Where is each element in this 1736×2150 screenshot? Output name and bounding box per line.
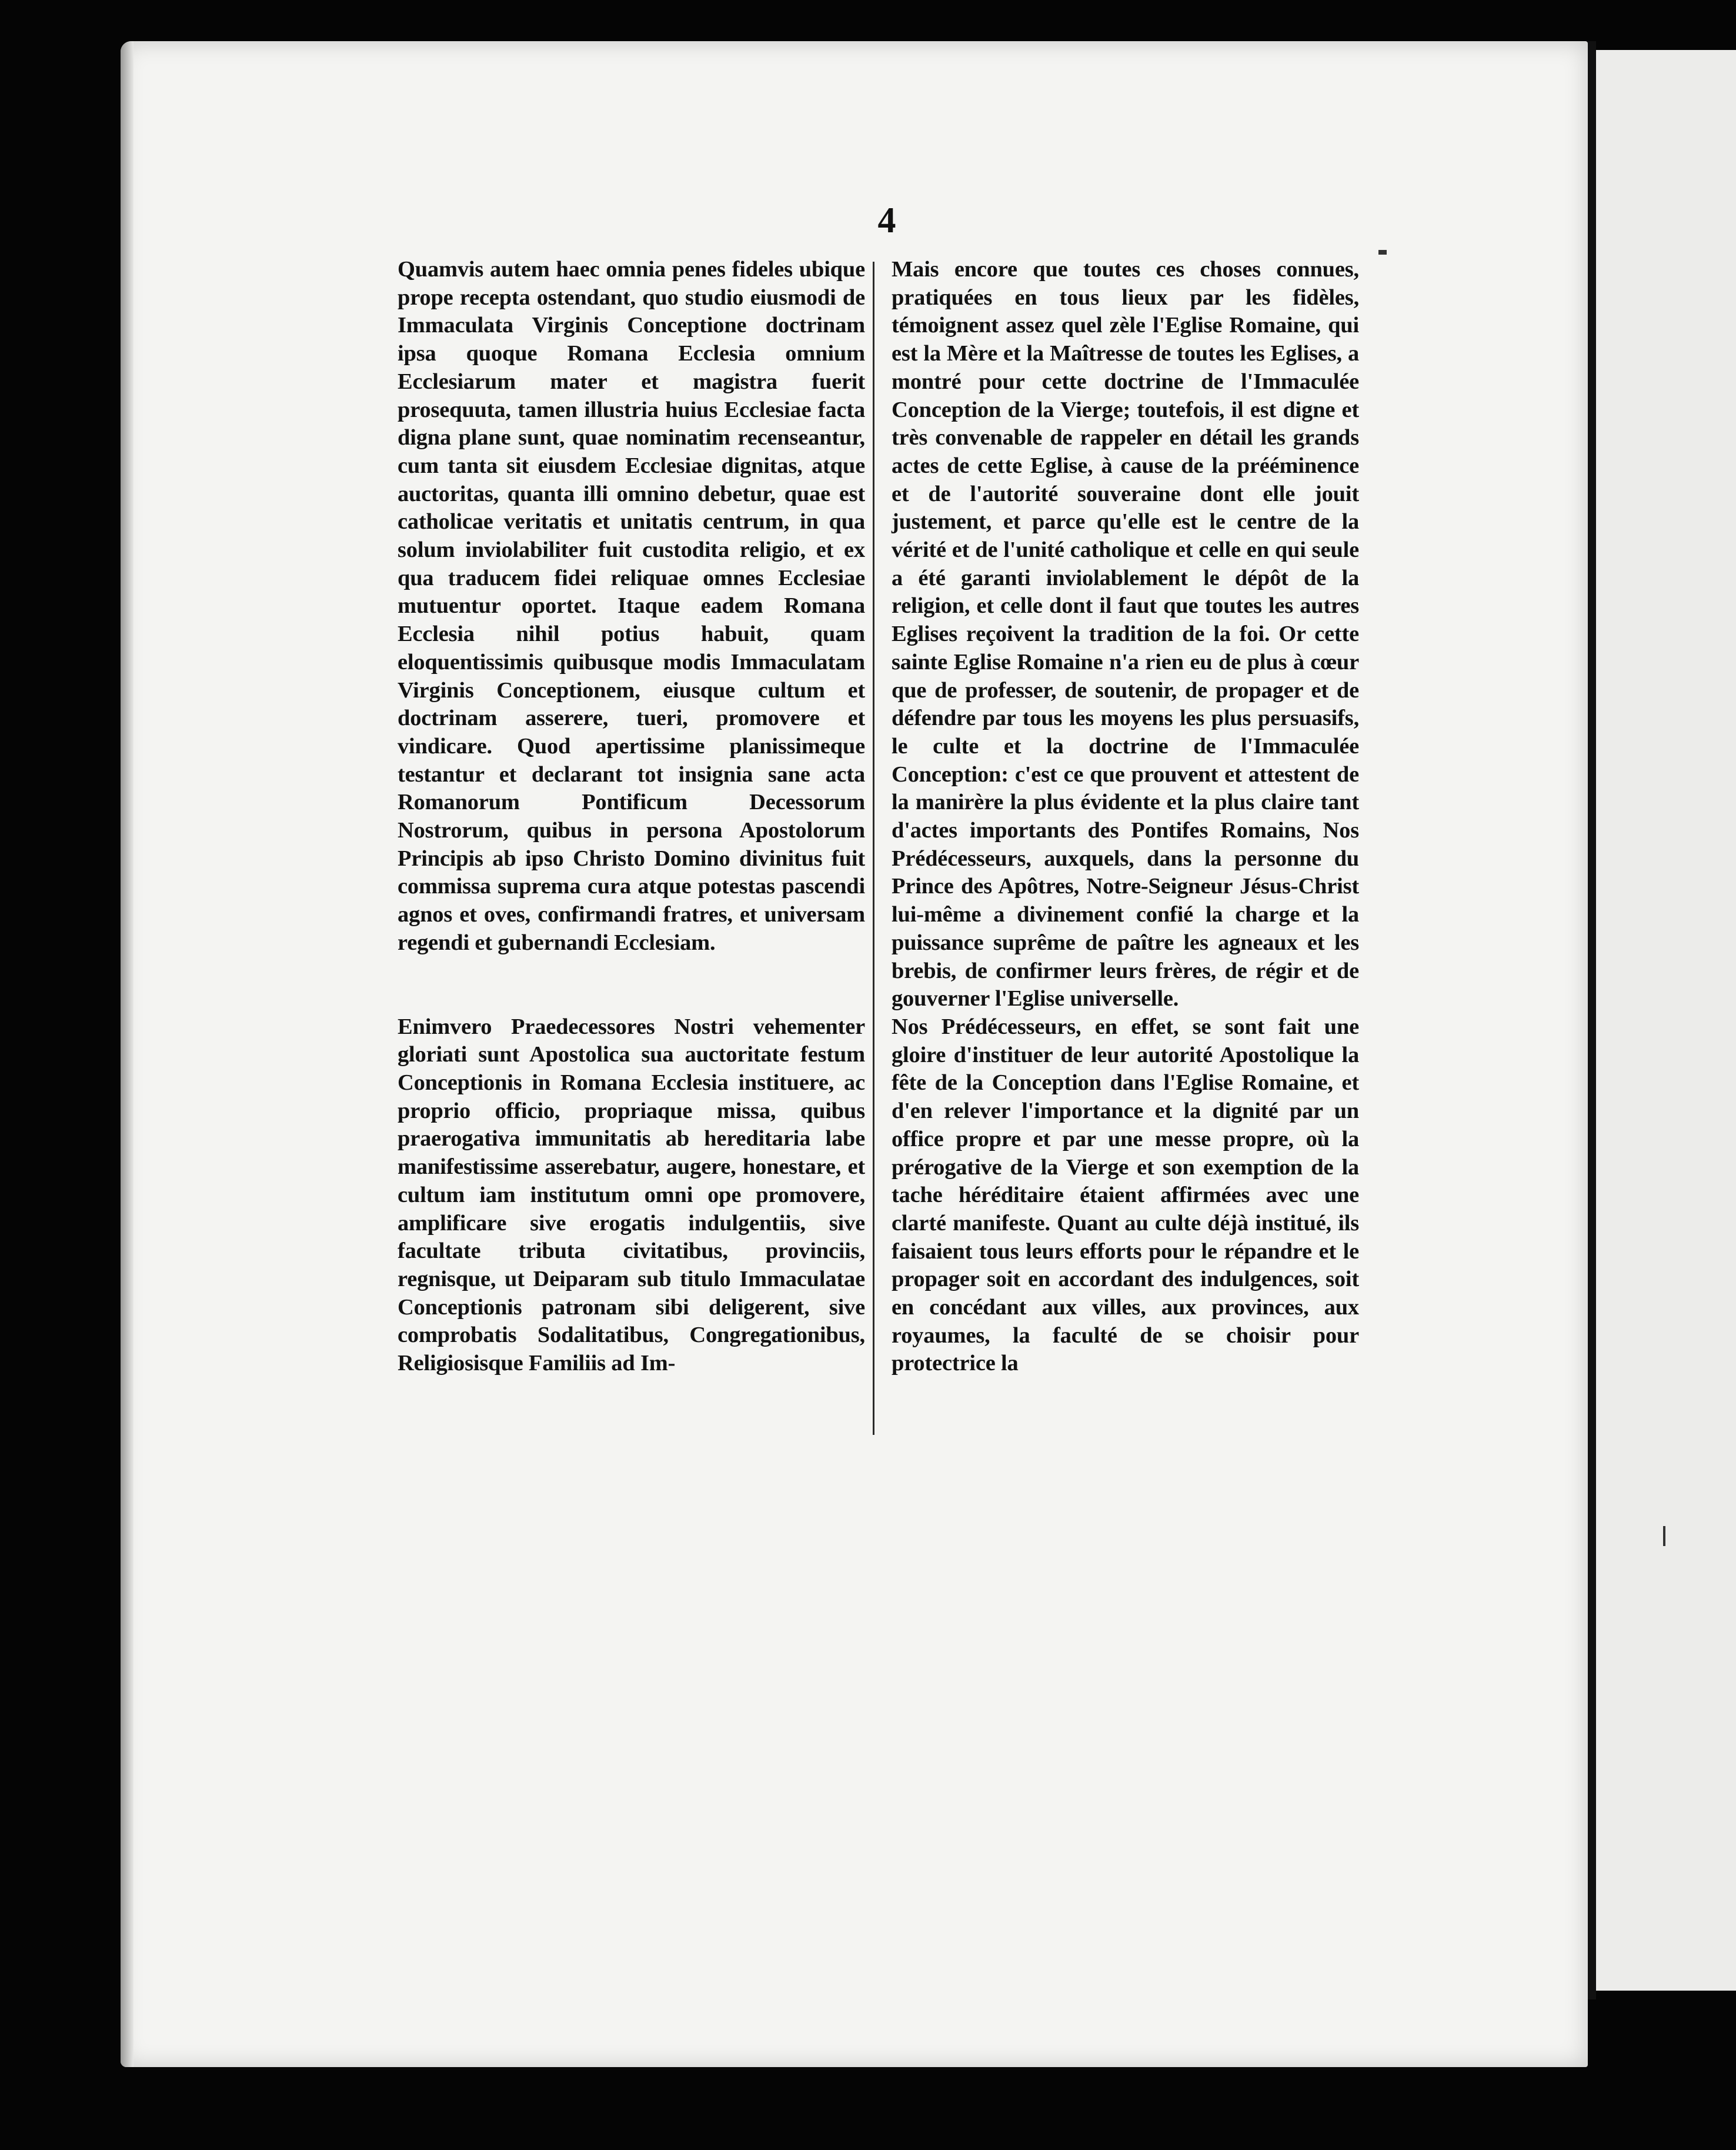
latin-paragraph-2: Enimvero Praedecessores Nostri vehementer gloriati sunt Apostolica sua auctoritate festum Conceptionis in Romana Ecclesia instituere, ac proprio officio, propriaque missa, quibus praerogativa immunitatis ab hereditaria labe manifestissime asserebatur, augere, honestare, et cultum iam institutum omni ope promovere, amplificare sive erogatis indulgentiis, sive facultate tributa civitatibus, provinciis, regnisque, ut Deiparam sub titulo Immaculatae Conceptionis patronam sibi deligerent, sive comprobatis Sodalitatibus, Congregationibus, Religiosisque Familiis ad Im- bbox=[398, 1014, 865, 1376]
scan-speck bbox=[1378, 250, 1387, 255]
scan-speck bbox=[1663, 1526, 1665, 1546]
page-left-edge bbox=[121, 41, 133, 2067]
column-divider bbox=[873, 262, 874, 1435]
adjacent-page-edge bbox=[1595, 50, 1736, 1991]
book-gutter bbox=[1588, 41, 1596, 1999]
french-paragraph-1: Mais encore que toutes ces choses connues, pratiquées en tous lieux par les fidèles, témoignent assez quel zèle l'Eglise Romaine, qui est la Mère et la Maîtresse de toutes les Eglises, a montré pour cette doctrine de l'Immaculée Conception de la Vierge; toutefois, il est digne et très convenable de rappeler en détail les grands actes de cette Eglise, à cause de la prééminence et de l'autorité souveraine dont elle jouit justement, et parce qu'elle est le centre de la vérité et de l'unité catholique et celle en qui seule a été garanti inviolablement le dépôt de la religion, et celle dont il faut que toutes les autres Eglises reçoivent la tradition de la foi. Or cette sainte Eglise Romaine n'a rien eu de plus à cœur que de professer, de soutenir, de propager et de défendre par tous les moyens les plus persuasifs, le culte et la doctrine de l'Immaculée Conception: c'est ce que prouvent et attestent de la manirère la plus évidente et la plus claire tant d'actes importants des Pontifes Romains, Nos Prédécesseurs, auxquels, dans la personne du Prince des Apôtres, Notre-Seigneur Jésus-Christ lui-même a divinement confié la charge et la puissance suprême de paître les agneaux et les brebis, de confirmer leurs frères, de régir et de gouverner l'Eglise universelle. bbox=[892, 257, 1359, 1011]
latin-paragraph-1: Quamvis autem haec omnia penes fideles ubique prope recepta ostendant, quo studio eiusmodi de Immaculata Virginis Conceptione doctrinam ipsa quoque Romana Ecclesia omnium Ecclesiarum mater et magistra fuerit prosequuta, tamen illustria huius Ecclesiae facta digna plane sunt, quae nominatim recenseantur, cum tanta sit eiusdem Ecclesiae dignitas, atque auctoritas, quanta illi omnino debetur, quae est catholicae veritatis et unitatis centrum, in qua solum inviolabiliter fuit custodita religio, et ex qua traducem fidei reliquae omnes Ecclesiae mutuentur oportet. Itaque eadem Romana Ecclesia nihil potius habuit, quam eloquentissimis quibusque modis Immaculatam Virginis Conceptionem, eiusque cultum et doctrinam asserere, tueri, promovere et vindicare. Quod apertissime planissimeque testantur et declarant tot insignia sane acta Romanorum Pontificum Decessorum Nostrorum, quibus in persona Apostolorum Principis ab ipso Christo Domino divinitus fuit commissa suprema cura atque potestas pascendi agnos et oves, confirmandi fratres, et universam regendi et gubernandi Ecclesiam. bbox=[398, 257, 865, 955]
latin-column bbox=[398, 256, 865, 1378]
page-number: 4 bbox=[877, 201, 896, 241]
french-paragraph-2: Nos Prédécesseurs, en effet, se sont fait une gloire d'instituer de leur autorité Apostolique la fête de la Conception dans l'Eglise Romaine, et d'en relever l'importance et la dignité par un office propre et par une messe propre, où la prérogative de la Vierge et son exemption de la tache héréditaire étaient affirmées avec une clarté manifeste. Quant au culte déjà institué, ils faisaient tous leurs efforts pour le répandre et le propager soit en accordant des indulgences, soit en concédant aux villes, aux provinces, aux royaumes, la faculté de se choisir pour protectrice la bbox=[892, 1014, 1359, 1376]
french-column bbox=[892, 256, 1359, 1378]
